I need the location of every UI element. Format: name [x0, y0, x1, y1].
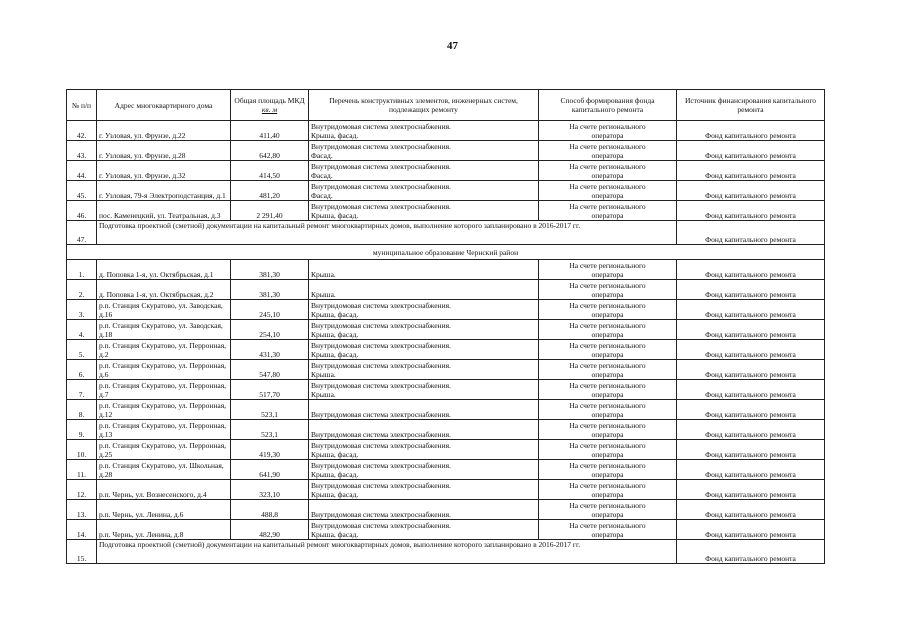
- cell-area: 481,20: [231, 181, 309, 201]
- cell-num: 43.: [67, 141, 97, 161]
- cell-num: 11.: [67, 460, 97, 480]
- table-row: [67, 141, 825, 161]
- cell-elements: [309, 161, 539, 181]
- cell-summary-source: Фонд капитального ремонта: [677, 221, 825, 245]
- header-num: № п/п: [67, 90, 97, 121]
- cell-num: 42.: [67, 121, 97, 141]
- cell-num: 7.: [67, 380, 97, 400]
- cell-elements: [309, 440, 539, 460]
- cell-line: На счете регионального: [569, 202, 646, 211]
- cell-area: 419,30: [231, 440, 309, 460]
- cell-address: д. Поповка 1-я, ул. Октябрьская, д.1: [97, 260, 231, 280]
- cell-elements: [309, 360, 539, 380]
- cell-line: Крыша, фасад.: [311, 350, 359, 359]
- cell-source: Фонд капитального ремонта: [677, 420, 825, 440]
- cell-address: р.п. Чернь, ул. Ленина, д.8: [97, 520, 231, 540]
- cell-area: 642,80: [231, 141, 309, 161]
- table-row: [67, 121, 825, 141]
- cell-summary-text: Подготовка проектной (сметной) документации на капитальный ремонт многоквартирных домов, выполнение которого запланировано в 2016-2017 гг.: [97, 221, 677, 245]
- cell-method: [539, 141, 677, 161]
- cell-line: На счете регионального: [569, 341, 646, 350]
- cell-line: Крыша, фасад.: [311, 490, 359, 499]
- cell-source: Фонд капитального ремонта: [677, 400, 825, 420]
- cell-num: 14.: [67, 520, 97, 540]
- cell-line: Внутридомовая система электроснабжения.: [311, 301, 451, 310]
- cell-source: Фонд капитального ремонта: [677, 201, 825, 221]
- cell-line: оператора: [591, 310, 624, 319]
- table-row-summary: [67, 540, 825, 564]
- cell-address: г. Узловая, 79-я Электроподстанция, д.1: [97, 181, 231, 201]
- cell-elements: [309, 340, 539, 360]
- cell-line: оператора: [591, 330, 624, 339]
- table-body-row47: [67, 221, 825, 260]
- cell-line: Внутридомовая система электроснабжения.: [311, 341, 451, 350]
- cell-line: оператора: [591, 510, 624, 519]
- cell-source: Фонд капитального ремонта: [677, 440, 825, 460]
- cell-source: Фонд капитального ремонта: [677, 161, 825, 181]
- cell-num: 3.: [67, 300, 97, 320]
- cell-line: оператора: [591, 370, 624, 379]
- header-elements: Перечень конструктивных элементов, инженерных систем, подлежащих ремонту: [309, 90, 539, 121]
- cell-source: Фонд капитального ремонта: [677, 320, 825, 340]
- cell-address: р.п. Станция Скуратово, ул. Перронная, д.7: [97, 380, 231, 400]
- cell-num: 1.: [67, 260, 97, 280]
- cell-elements: [309, 400, 539, 420]
- table-row: [67, 360, 825, 380]
- cell-method: [539, 121, 677, 141]
- header-area: [231, 90, 309, 121]
- table-body-bottom: [67, 260, 825, 540]
- table-header-row: [67, 90, 825, 121]
- cell-elements: [309, 320, 539, 340]
- cell-num: 6.: [67, 360, 97, 380]
- cell-num: 46.: [67, 201, 97, 221]
- header-method: Способ формирования фонда капитального ремонта: [539, 90, 677, 121]
- table-row: [67, 440, 825, 460]
- cell-line: оператора: [591, 131, 624, 140]
- cell-line: оператора: [591, 470, 624, 479]
- cell-line: Фасад.: [311, 151, 333, 160]
- capital-repair-table: [66, 89, 825, 564]
- table-row: [67, 480, 825, 500]
- cell-line: На счете регионального: [569, 461, 646, 470]
- cell-line: Фасад.: [311, 191, 333, 200]
- table-row: [67, 500, 825, 520]
- cell-method: [539, 520, 677, 540]
- page-number: 47: [447, 40, 458, 52]
- cell-method: [539, 280, 677, 300]
- cell-source: Фонд капитального ремонта: [677, 300, 825, 320]
- cell-line: Крыша, фасад.: [311, 310, 359, 319]
- cell-line: Внутридомовая система электроснабжения.: [311, 381, 451, 390]
- cell-address: р.п. Чернь, ул. Вознесенского, д.4: [97, 480, 231, 500]
- cell-line: оператора: [591, 350, 624, 359]
- cell-area: 245,10: [231, 300, 309, 320]
- cell-address: р.п. Станция Скуратово, ул. Заводская, д.16: [97, 300, 231, 320]
- cell-summary-source: Фонд капитального ремонта: [677, 540, 825, 564]
- cell-line: Внутридомовая система электроснабжения.: [311, 441, 451, 450]
- cell-line: оператора: [591, 450, 624, 459]
- cell-line: На счете регионального: [569, 481, 646, 490]
- cell-source: Фонд капитального ремонта: [677, 141, 825, 161]
- cell-line: Внутридомовая система электроснабжения.: [311, 321, 451, 330]
- cell-line: оператора: [591, 270, 624, 279]
- cell-line: Внутридомовая система электроснабжения.: [311, 461, 451, 470]
- cell-method: [539, 360, 677, 380]
- table-row: [67, 340, 825, 360]
- cell-line: Крыша.: [311, 270, 336, 279]
- cell-line: Крыша.: [311, 370, 336, 379]
- table-row: [67, 320, 825, 340]
- cell-address: р.п. Станция Скуратово, ул. Заводская, д.18: [97, 320, 231, 340]
- cell-address: р.п. Станция Скуратово, ул. Перронная, д.6: [97, 360, 231, 380]
- cell-line: оператора: [591, 191, 624, 200]
- table-row: [67, 161, 825, 181]
- cell-line: Внутридомовая система электроснабжения.: [311, 510, 451, 519]
- cell-line: На счете регионального: [569, 122, 646, 131]
- cell-area: 2 291,40: [231, 201, 309, 221]
- cell-area: 323,10: [231, 480, 309, 500]
- cell-line: оператора: [591, 390, 624, 399]
- cell-num: 45.: [67, 181, 97, 201]
- cell-line: Внутридомовая система электроснабжения.: [311, 182, 451, 191]
- cell-address: р.п. Станция Скуратово, ул. Перронная, д.13: [97, 420, 231, 440]
- cell-source: Фонд капитального ремонта: [677, 360, 825, 380]
- cell-num: 44.: [67, 161, 97, 181]
- cell-area: 517,70: [231, 380, 309, 400]
- cell-line: оператора: [591, 430, 624, 439]
- cell-address: р.п. Станция Скуратово, ул. Школьная, д.28: [97, 460, 231, 480]
- cell-area: 488,8: [231, 500, 309, 520]
- cell-address: г. Узловая, ул. Фрунзе, д.28: [97, 141, 231, 161]
- cell-method: [539, 300, 677, 320]
- cell-source: Фонд капитального ремонта: [677, 480, 825, 500]
- cell-method: [539, 400, 677, 420]
- cell-line: Крыша.: [311, 390, 336, 399]
- table-row: [67, 300, 825, 320]
- cell-line: Крыша, фасад.: [311, 211, 359, 220]
- cell-source: Фонд капитального ремонта: [677, 520, 825, 540]
- cell-source: Фонд капитального ремонта: [677, 280, 825, 300]
- table-row: [67, 460, 825, 480]
- cell-method: [539, 480, 677, 500]
- cell-elements: [309, 141, 539, 161]
- section-row: [67, 245, 825, 260]
- table-row: [67, 260, 825, 280]
- cell-area: 411,40: [231, 121, 309, 141]
- cell-num: 12.: [67, 480, 97, 500]
- cell-num: 2.: [67, 280, 97, 300]
- cell-elements: [309, 500, 539, 520]
- cell-area: 523,1: [231, 420, 309, 440]
- cell-source: Фонд капитального ремонта: [677, 380, 825, 400]
- table-row: [67, 520, 825, 540]
- cell-num: 15.: [67, 540, 97, 564]
- cell-area: 482,90: [231, 520, 309, 540]
- cell-elements: [309, 260, 539, 280]
- cell-line: Внутридомовая система электроснабжения.: [311, 142, 451, 151]
- cell-line: оператора: [591, 410, 624, 419]
- cell-elements: [309, 380, 539, 400]
- cell-address: р.п. Чернь, ул. Ленина, д.6: [97, 500, 231, 520]
- cell-method: [539, 201, 677, 221]
- cell-address: д. Поповка 1-я, ул. Октябрьская, д.2: [97, 280, 231, 300]
- cell-address: р.п. Станция Скуратово, ул. Перронная, д.12: [97, 400, 231, 420]
- cell-method: [539, 500, 677, 520]
- cell-line: На счете регионального: [569, 501, 646, 510]
- cell-address: р.п. Станция Скуратово, ул. Перронная, д.25: [97, 440, 231, 460]
- cell-num: 10.: [67, 440, 97, 460]
- table-row: [67, 181, 825, 201]
- cell-method: [539, 260, 677, 280]
- cell-line: На счете регионального: [569, 381, 646, 390]
- cell-line: оператора: [591, 151, 624, 160]
- cell-line: На счете регионального: [569, 182, 646, 191]
- cell-area: 547,80: [231, 360, 309, 380]
- cell-line: оператора: [591, 490, 624, 499]
- cell-line: Крыша, фасад.: [311, 131, 359, 140]
- cell-line: На счете регионального: [569, 162, 646, 171]
- cell-source: Фонд капитального ремонта: [677, 500, 825, 520]
- cell-summary-text: Подготовка проектной (сметной) документации на капитальный ремонт многоквартирных домов, выполнение которого запланировано в 2016-2017 гг.: [97, 540, 677, 564]
- cell-line: Внутридомовая система электроснабжения.: [311, 122, 451, 131]
- cell-elements: [309, 480, 539, 500]
- cell-method: [539, 320, 677, 340]
- cell-line: оператора: [591, 530, 624, 539]
- cell-source: Фонд капитального ремонта: [677, 460, 825, 480]
- cell-line: оператора: [591, 171, 624, 180]
- cell-source: Фонд капитального ремонта: [677, 121, 825, 141]
- cell-source: Фонд капитального ремонта: [677, 340, 825, 360]
- cell-line: Внутридомовая система электроснабжения.: [311, 361, 451, 370]
- header-area-unit: кв. м: [261, 105, 278, 114]
- cell-address: г. Узловая, ул. Фрунзе, д.22: [97, 121, 231, 141]
- cell-area: 414,50: [231, 161, 309, 181]
- cell-line: На счете регионального: [569, 521, 646, 530]
- cell-line: На счете регионального: [569, 321, 646, 330]
- cell-method: [539, 340, 677, 360]
- header-area-label: Общая площадь МКД: [234, 96, 305, 105]
- cell-num: 9.: [67, 420, 97, 440]
- cell-method: [539, 181, 677, 201]
- table-row-summary: [67, 221, 825, 245]
- cell-address: пос. Каменецкий, ул. Театральная, д.3: [97, 201, 231, 221]
- cell-method: [539, 440, 677, 460]
- cell-line: На счете регионального: [569, 281, 646, 290]
- cell-line: оператора: [591, 211, 624, 220]
- cell-line: Внутридомовая система электроснабжения.: [311, 521, 451, 530]
- cell-line: Крыша.: [311, 290, 336, 299]
- cell-line: На счете регионального: [569, 421, 646, 430]
- cell-address: г. Узловая, ул. Фрунзе, д.32: [97, 161, 231, 181]
- cell-elements: [309, 520, 539, 540]
- cell-line: На счете регионального: [569, 301, 646, 310]
- cell-elements: [309, 201, 539, 221]
- cell-line: оператора: [591, 290, 624, 299]
- cell-num: 4.: [67, 320, 97, 340]
- table-row: [67, 400, 825, 420]
- cell-line: Внутридомовая система электроснабжения.: [311, 481, 451, 490]
- cell-line: Внутридомовая система электроснабжения.: [311, 202, 451, 211]
- table-body-row15: [67, 540, 825, 564]
- cell-num: 8.: [67, 400, 97, 420]
- cell-method: [539, 161, 677, 181]
- header-address: Адрес многоквартирного дома: [97, 90, 231, 121]
- cell-area: 254,10: [231, 320, 309, 340]
- cell-area: 523,1: [231, 400, 309, 420]
- cell-source: Фонд капитального ремонта: [677, 260, 825, 280]
- cell-elements: [309, 280, 539, 300]
- cell-line: На счете регионального: [569, 441, 646, 450]
- table-row: [67, 280, 825, 300]
- table-row: [67, 420, 825, 440]
- header-source: Источник финансирования капитального ремонта: [677, 90, 825, 121]
- cell-line: Крыша, фасад.: [311, 450, 359, 459]
- cell-num: 47.: [67, 221, 97, 245]
- cell-line: На счете регионального: [569, 142, 646, 151]
- cell-address: р.п. Станция Скуратово, ул. Перронная, д.2: [97, 340, 231, 360]
- cell-line: На счете регионального: [569, 361, 646, 370]
- cell-method: [539, 460, 677, 480]
- cell-method: [539, 420, 677, 440]
- cell-source: Фонд капитального ремонта: [677, 181, 825, 201]
- cell-line: Внутридомовая система электроснабжения.: [311, 430, 451, 439]
- cell-line: Внутридомовая система электроснабжения.: [311, 162, 451, 171]
- cell-num: 13.: [67, 500, 97, 520]
- cell-method: [539, 380, 677, 400]
- cell-area: 641,90: [231, 460, 309, 480]
- cell-line: Крыша, фасад.: [311, 530, 359, 539]
- cell-area: 381,30: [231, 280, 309, 300]
- cell-elements: [309, 121, 539, 141]
- cell-line: Внутридомовая система электроснабжения.: [311, 410, 451, 419]
- cell-line: Крыша, фасад.: [311, 470, 359, 479]
- cell-elements: [309, 181, 539, 201]
- cell-line: На счете регионального: [569, 401, 646, 410]
- cell-line: Крыша, фасад.: [311, 330, 359, 339]
- cell-elements: [309, 420, 539, 440]
- table-row: [67, 380, 825, 400]
- cell-num: 5.: [67, 340, 97, 360]
- cell-area: 381,30: [231, 260, 309, 280]
- cell-line: На счете регионального: [569, 261, 646, 270]
- cell-line: Фасад.: [311, 171, 333, 180]
- table-body-top: [67, 121, 825, 221]
- section-title: муниципальное образование Чернский район: [67, 245, 825, 260]
- cell-area: 431,30: [231, 340, 309, 360]
- cell-elements: [309, 300, 539, 320]
- table-row: [67, 201, 825, 221]
- cell-elements: [309, 460, 539, 480]
